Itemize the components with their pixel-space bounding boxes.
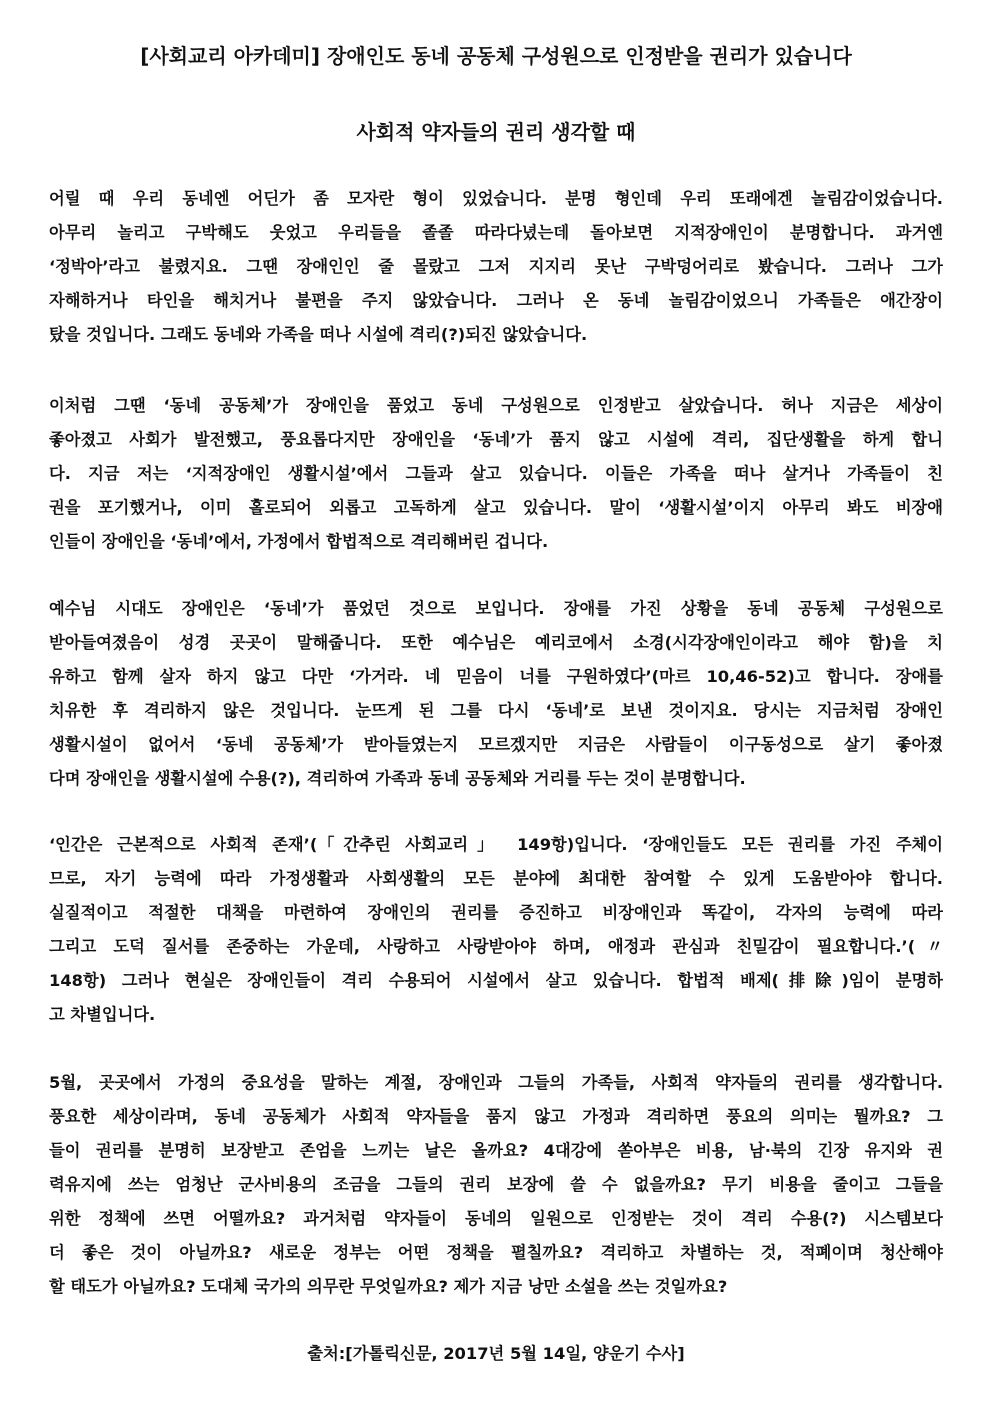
text-line: 위한 정책에 쓰면 어떨까요? 과거처럼 약자들이 동네의 일원으로 인정받는 것이 격리 수용(?) 시스템보다 bbox=[49, 1209, 943, 1228]
text-line: 유하고 함께 살자 하지 않고 다만 ‘가거라. 네 믿음이 너를 구원하였다’(마르 10,46-52)고 합니다. 장애를 bbox=[49, 667, 943, 686]
body-paragraph-3 bbox=[49, 592, 943, 796]
text-line: 좋아졌고 사회가 발전했고, 풍요롭다지만 장애인을 ‘동네’가 품지 않고 시설에 격리, 집단생활을 하게 합니 bbox=[49, 430, 943, 449]
text-line: 할 태도가 아닐까요? 도대체 국가의 의무란 무엇일까요? 제가 지금 낭만 소설을 쓰는 것일까요? bbox=[49, 1277, 728, 1296]
source-citation: 출처:[가톨릭신문, 2017년 5월 14일, 양운기 수사] bbox=[307, 1344, 685, 1363]
text-line: 력유지에 쓰는 엄청난 군사비용의 조금을 그들의 권리 보장에 쓸 수 없을까요? 무기 비용을 줄이고 그들을 bbox=[49, 1175, 943, 1194]
text-line: 그리고 도덕 질서를 존중하는 가운데, 사랑하고 사랑받아야 하며, 애정과 관심과 친밀감이 필요합니다.’(〃 bbox=[49, 937, 943, 956]
text-line: 풍요한 세상이라며, 동네 공동체가 사회적 약자들을 품지 않고 가정과 격리하면 풍요의 의미는 뭘까요? 그 bbox=[49, 1107, 943, 1126]
text-line: 받아들여졌음이 성경 곳곳이 말해줍니다. 또한 예수님은 예리코에서 소경(시각장애인이라고 해야 함)을 치 bbox=[49, 633, 943, 652]
text-line: 다. 지금 저는 ‘지적장애인 생활시설’에서 그들과 살고 있습니다. 이들은 가족을 떠나 살거나 가족들이 친 bbox=[49, 464, 943, 483]
text-line: 예수님 시대도 장애인은 ‘동네’가 품었던 것으로 보입니다. 장애를 가진 상황을 동네 공동체 구성원으로 bbox=[49, 599, 943, 618]
text-line: 고 차별입니다. bbox=[49, 1005, 156, 1024]
text-line: 다며 장애인을 생활시설에 수용(?), 격리하여 가족과 동네 공동체와 거리를 두는 것이 분명합니다. bbox=[49, 769, 746, 788]
text-line: ‘정박아’라고 불렸지요. 그땐 장애인인 줄 몰랐고 그저 지지리 못난 구박덩어리로 봤습니다. 그러나 그가 bbox=[49, 257, 943, 276]
text-line: 자해하거나 타인을 해치거나 불편을 주지 않았습니다. 그러나 온 동네 놀림감이었으니 가족들은 애간장이 bbox=[49, 291, 943, 310]
text-line: 생활시설이 없어서 ‘동네 공동체’가 받아들였는지 모르겠지만 지금은 사람들이 이구동성으로 살기 좋아졌 bbox=[49, 735, 943, 754]
body-paragraph-1 bbox=[49, 182, 943, 352]
text-line: 므로, 자기 능력에 따라 가정생활과 사회생활의 모든 분야에 최대한 참여할 수 있게 도움받아야 합니다. bbox=[49, 869, 943, 888]
text-line: 5월, 곳곳에서 가정의 중요성을 말하는 계절, 장애인과 그들의 가족들, 사회적 약자들의 권리를 생각합니다. bbox=[49, 1073, 943, 1092]
text-line: 어릴 때 우리 동네엔 어딘가 좀 모자란 형이 있었습니다. 분명 형인데 우리 또래에겐 놀림감이었습니다. bbox=[49, 189, 943, 208]
text-line: 실질적이고 적절한 대책을 마련하여 장애인의 권리를 증진하고 비장애인과 똑같이, 각자의 능력에 따라 bbox=[49, 903, 943, 922]
text-line: 더 좋은 것이 아닐까요? 새로운 정부는 어떤 정책을 펼칠까요? 격리하고 차별하는 것, 적폐이며 청산해야 bbox=[49, 1243, 943, 1262]
text-line: 권을 포기했거나, 이미 홀로되어 외롭고 고독하게 살고 있습니다. 말이 ‘생활시설’이지 아무리 봐도 비장애 bbox=[49, 498, 943, 517]
text-line: 아무리 놀리고 구박해도 웃었고 우리들을 졸졸 따라다녔는데 돌아보면 지적장애인이 분명합니다. 과거엔 bbox=[49, 223, 943, 242]
text-line: 치유한 후 격리하지 않은 것입니다. 눈뜨게 된 그를 다시 ‘동네’로 보낸 것이지요. 당시는 지금처럼 장애인 bbox=[49, 701, 943, 720]
text-line: 인들이 장애인을 ‘동네’에서, 가정에서 합법적으로 격리해버린 겁니다. bbox=[49, 532, 549, 551]
text-line: ‘인간은 근본적으로 사회적 존재’(「간추린 사회교리」 149항)입니다. ‘장애인들도 모든 권리를 가진 주체이 bbox=[49, 835, 943, 854]
article-title: [사회교리 아카데미] 장애인도 동네 공동체 구성원으로 인정받을 권리가 있습니다 bbox=[140, 44, 852, 68]
text-line: 148항) 그러나 현실은 장애인들이 격리 수용되어 시설에서 살고 있습니다. 합법적 배제(排除)임이 분명하 bbox=[49, 971, 943, 990]
text-line: 탔을 것입니다. 그래도 동네와 가족을 떠나 시설에 격리(?)되진 않았습니다. bbox=[49, 325, 588, 344]
body-paragraph-4 bbox=[49, 828, 943, 1032]
article-subtitle: 사회적 약자들의 권리 생각할 때 bbox=[356, 120, 636, 144]
text-line: 이처럼 그땐 ‘동네 공동체’가 장애인을 품었고 동네 구성원으로 인정받고 살았습니다. 허나 지금은 세상이 bbox=[49, 396, 943, 415]
text-line: 들이 권리를 분명히 보장받고 존엄을 느끼는 날은 올까요? 4대강에 쏟아부은 비용, 남·북의 긴장 유지와 권 bbox=[49, 1141, 943, 1160]
body-paragraph-2 bbox=[49, 389, 943, 559]
body-paragraph-5 bbox=[49, 1066, 943, 1304]
